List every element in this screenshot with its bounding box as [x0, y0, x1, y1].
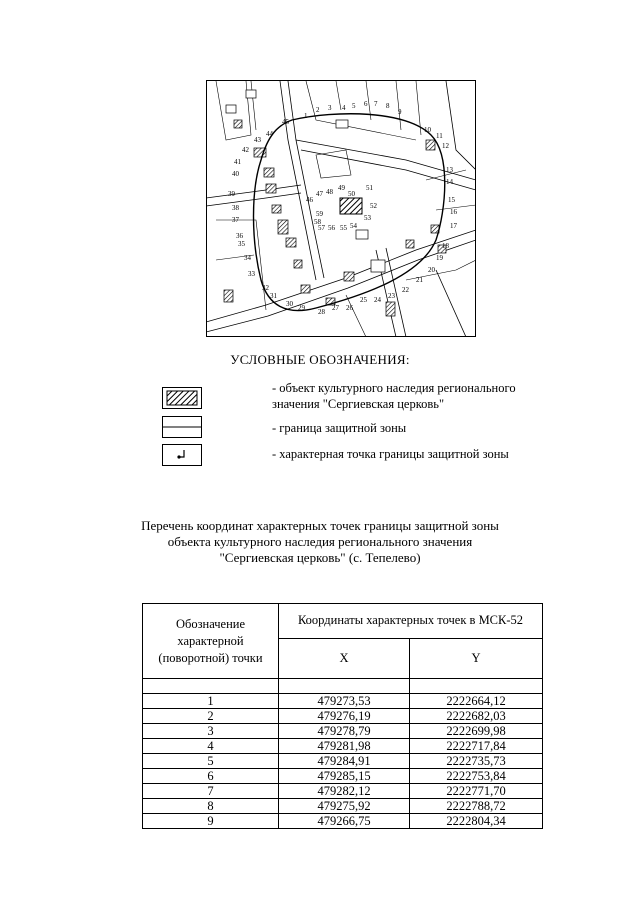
x-coordinate-cell: 479281,98 — [279, 739, 410, 754]
point-number-cell: 2 — [143, 709, 279, 724]
point-label: 46 — [306, 196, 313, 204]
point-label: 35 — [238, 240, 245, 248]
table-row — [143, 799, 543, 814]
point-label: 45 — [282, 118, 289, 126]
table-row — [143, 814, 543, 829]
point-label: 24 — [374, 296, 381, 304]
header-coordinates: Координаты характерных точек в МСК-52 — [279, 604, 543, 639]
point-label: 41 — [234, 158, 241, 166]
header-point-designation: Обозначение характерной (поворотной) точки — [143, 604, 279, 679]
legend-text-heritage-object: - объект культурного наследия регионального значения "Сергиевская церковь" — [272, 381, 516, 411]
point-label: 10 — [424, 126, 431, 134]
x-coordinate-cell: 479273,53 — [279, 694, 410, 709]
point-label: 21 — [416, 276, 423, 284]
y-coordinate-cell: 2222788,72 — [410, 799, 543, 814]
point-label: 54 — [350, 222, 357, 230]
point-label: 19 — [436, 254, 443, 262]
point-number-cell: 5 — [143, 754, 279, 769]
point-label: 34 — [244, 254, 251, 262]
point-label: 52 — [370, 202, 377, 210]
point-label: 31 — [270, 292, 277, 300]
point-label: 17 — [450, 222, 457, 230]
x-coordinate-cell: 479278,79 — [279, 724, 410, 739]
point-label: 27 — [332, 304, 339, 312]
point-label: 50 — [348, 190, 355, 198]
point-label: 12 — [442, 142, 449, 150]
coordinates-caption: Перечень координат характерных точек границы защитной зоны объекта культурного наследия регионального значения "Сергиевская церковь" (с. Тепелево) — [141, 518, 499, 565]
legend-symbol-characteristic-point — [162, 444, 202, 466]
point-label: 57 — [318, 224, 325, 232]
point-label: 25 — [360, 296, 367, 304]
x-coordinate-cell: 479285,15 — [279, 769, 410, 784]
point-label: 1 — [304, 112, 308, 120]
point-label: 55 — [340, 224, 347, 232]
point-label: 30 — [286, 300, 293, 308]
point-marker-icon — [163, 445, 201, 465]
y-coordinate-cell: 2222804,34 — [410, 814, 543, 829]
point-label: 23 — [388, 292, 395, 300]
point-label: 20 — [428, 266, 435, 274]
point-label: 44 — [266, 130, 273, 138]
table-row — [143, 769, 543, 784]
protection-zone-map — [206, 80, 476, 337]
point-number-cell: 4 — [143, 739, 279, 754]
point-label: 5 — [352, 102, 356, 110]
point-label: 32 — [262, 284, 269, 292]
point-label: 40 — [232, 170, 239, 178]
point-label: 9 — [398, 108, 402, 116]
legend-text-characteristic-point: - характерная точка границы защитной зоны — [272, 447, 509, 461]
point-number-cell: 9 — [143, 814, 279, 829]
point-label: 49 — [338, 184, 345, 192]
point-label: 28 — [318, 308, 325, 316]
y-coordinate-cell: 2222664,12 — [410, 694, 543, 709]
legend-symbol-heritage-object — [162, 387, 202, 409]
point-label: 29 — [298, 304, 305, 312]
point-label: 36 — [236, 232, 243, 240]
point-label: 16 — [450, 208, 457, 216]
point-label: 7 — [374, 100, 378, 108]
y-coordinate-cell: 2222735,73 — [410, 754, 543, 769]
point-number-cell: 6 — [143, 769, 279, 784]
point-label: 14 — [446, 178, 453, 186]
y-coordinate-cell: 2222682,03 — [410, 709, 543, 724]
point-label: 4 — [342, 104, 346, 112]
point-label: 58 — [314, 218, 321, 226]
table-row — [143, 694, 543, 709]
point-label: 26 — [346, 304, 353, 312]
point-label: 15 — [448, 196, 455, 204]
legend-text-zone-boundary: - граница защитной зоны — [272, 421, 407, 435]
point-label: 43 — [254, 136, 261, 144]
point-label: 11 — [436, 132, 443, 140]
point-number-cell: 3 — [143, 724, 279, 739]
point-label: 42 — [242, 146, 249, 154]
point-label: 13 — [446, 166, 453, 174]
point-label: 51 — [366, 184, 373, 192]
header-x: X — [279, 638, 410, 678]
point-number-cell: 8 — [143, 799, 279, 814]
point-label: 37 — [232, 216, 239, 224]
legend-symbol-zone-boundary — [162, 416, 202, 438]
header-y: Y — [410, 638, 543, 678]
table-row — [143, 784, 543, 799]
point-label: 8 — [386, 102, 390, 110]
point-number-cell: 7 — [143, 784, 279, 799]
table-row — [143, 754, 543, 769]
point-label: 2 — [316, 106, 320, 114]
x-coordinate-cell: 479266,75 — [279, 814, 410, 829]
y-coordinate-cell: 2222717,84 — [410, 739, 543, 754]
point-label: 3 — [328, 104, 332, 112]
point-label: 56 — [328, 224, 335, 232]
x-coordinate-cell: 479284,91 — [279, 754, 410, 769]
x-coordinate-cell: 479275,92 — [279, 799, 410, 814]
coordinates-table — [142, 603, 543, 829]
point-label: 59 — [316, 210, 323, 218]
y-coordinate-cell: 2222753,84 — [410, 769, 543, 784]
point-label: 33 — [248, 270, 255, 278]
point-label: 22 — [402, 286, 409, 294]
point-label: 38 — [232, 204, 239, 212]
point-label: 48 — [326, 188, 333, 196]
y-coordinate-cell: 2222699,98 — [410, 724, 543, 739]
point-label: 6 — [364, 100, 368, 108]
point-label: 18 — [442, 242, 449, 250]
x-coordinate-cell: 479276,19 — [279, 709, 410, 724]
point-number-cell: 1 — [143, 694, 279, 709]
x-coordinate-cell: 479282,12 — [279, 784, 410, 799]
church-object — [340, 198, 362, 214]
point-label: 53 — [364, 214, 371, 222]
table-row — [143, 724, 543, 739]
point-label: 47 — [316, 190, 323, 198]
legend-title: УСЛОВНЫЕ ОБОЗНАЧЕНИЯ: — [230, 352, 410, 367]
table-row — [143, 739, 543, 754]
table-row — [143, 709, 543, 724]
y-coordinate-cell: 2222771,70 — [410, 784, 543, 799]
point-label: 39 — [228, 190, 235, 198]
